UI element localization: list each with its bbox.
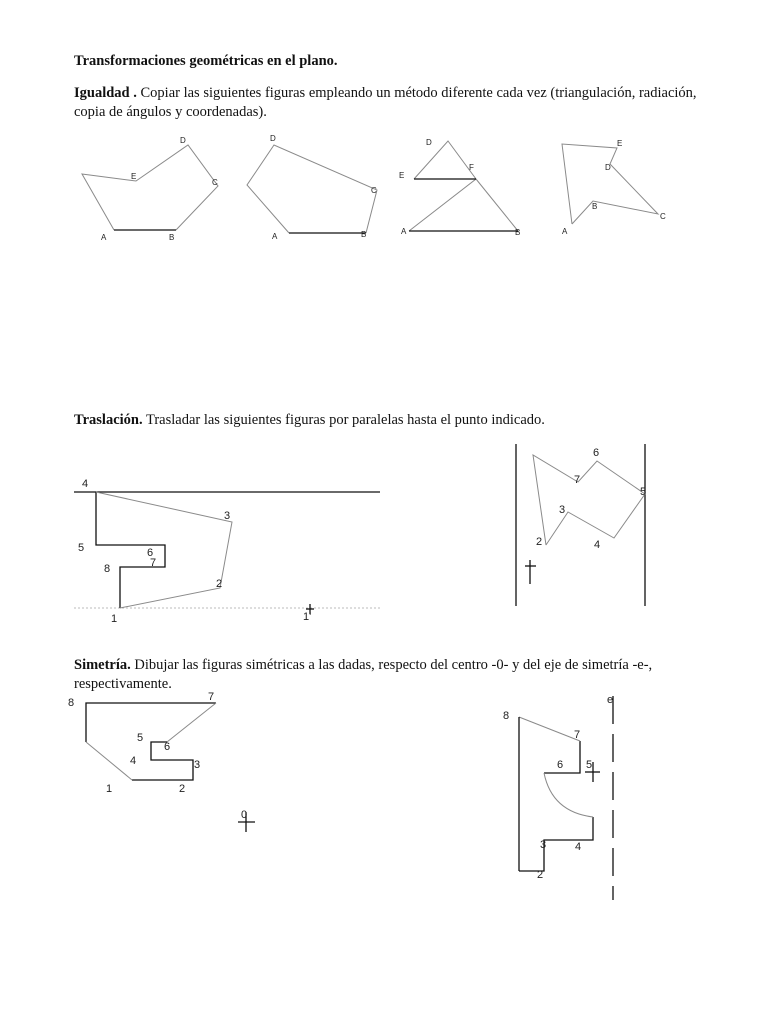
tras1-label-7: 7 <box>150 557 157 569</box>
fig3-label-e: E <box>399 171 405 180</box>
simetria-heading: Simetría. <box>74 657 131 673</box>
tras1-label-3: 3 <box>224 510 231 522</box>
sim2-label-5: 5 <box>586 759 593 771</box>
tras1-label-4: 4 <box>82 478 89 490</box>
sim2-label-6: 6 <box>557 759 564 771</box>
fig2-label-c: C <box>371 186 377 195</box>
tras1-label-1: 1 <box>111 613 118 625</box>
fig4-label-a: A <box>562 227 568 236</box>
simetria-figure-2 <box>503 694 613 900</box>
tras2-label-4: 4 <box>594 539 601 551</box>
sim1-label-2: 2 <box>179 783 186 795</box>
sim1-label-7: 7 <box>208 691 215 703</box>
fig4-label-b: B <box>592 202 598 211</box>
sim2-label-e: e <box>607 694 614 706</box>
tras2-label-3: 3 <box>559 504 566 516</box>
igualdad-figure-2 <box>247 134 377 241</box>
igualdad-figure-3 <box>399 138 520 237</box>
tras2-label-5: 5 <box>640 486 647 498</box>
tras1-label-5: 5 <box>78 542 85 554</box>
page-title: Transformaciones geométricas en el plano. <box>74 53 338 69</box>
igualdad-figure-1 <box>82 136 218 242</box>
sim1-label-6: 6 <box>164 741 171 753</box>
sim1-label-3: 3 <box>194 759 201 771</box>
fig1-label-a: A <box>101 233 107 242</box>
sim1-label-4: 4 <box>130 755 137 767</box>
sim1-label-5: 5 <box>137 732 144 744</box>
traslacion-figure-2 <box>516 444 646 606</box>
fig2-label-b: B <box>361 230 367 239</box>
sim2-label-7: 7 <box>574 729 581 741</box>
tras1-label-2: 2 <box>216 578 223 590</box>
fig1-label-b: B <box>169 233 175 242</box>
fig1-label-c: C <box>212 178 218 187</box>
simetria-text: Dibujar las figuras simétricas a las dadas, respecto del centro -0- y del eje de simetría -e-, respectivamente. <box>74 657 653 692</box>
fig3-label-f: F <box>469 163 474 172</box>
sim1-label-1: 1 <box>106 783 113 795</box>
igualdad-text: Copiar las siguientes figuras empleando un método diferente cada vez (triangulación, radiación, copia de ángulos y coordenadas). <box>74 85 697 120</box>
tras2-label-2: 2 <box>536 536 543 548</box>
fig2-label-a: A <box>272 232 278 241</box>
sim1-label-8: 8 <box>68 697 75 709</box>
fig4-label-e: E <box>617 139 623 148</box>
sim2-label-8: 8 <box>503 710 510 722</box>
tras1-label-8: 8 <box>104 563 111 575</box>
tras1-label-6: 6 <box>147 547 154 559</box>
sim2-label-3: 3 <box>540 839 547 851</box>
fig3-label-a: A <box>401 227 407 236</box>
fig1-label-d: D <box>180 136 186 145</box>
tras2-label-7: 7 <box>574 474 581 486</box>
fig1-label-e: E <box>131 172 137 181</box>
fig4-label-c: C <box>660 212 666 221</box>
traslacion-figure-1 <box>74 478 380 625</box>
simetria-figure-1 <box>68 691 255 832</box>
igualdad-figure-4 <box>562 139 666 236</box>
sim2-label-2: 2 <box>537 869 544 881</box>
traslacion-text: Trasladar las siguientes figuras por paralelas hasta el punto indicado. <box>142 412 545 428</box>
fig3-label-d: D <box>426 138 432 147</box>
tras2-label-6: 6 <box>593 447 600 459</box>
sim2-label-4: 4 <box>575 841 582 853</box>
sim1-label-0: 0 <box>241 809 248 821</box>
fig3-label-b: B <box>515 228 521 237</box>
fig2-label-d: D <box>270 134 276 143</box>
igualdad-heading: Igualdad . <box>74 85 137 101</box>
traslacion-heading: Traslación. <box>74 412 143 428</box>
fig4-label-d: D <box>605 163 611 172</box>
tras1-label-1-prime: 1' <box>303 611 312 623</box>
